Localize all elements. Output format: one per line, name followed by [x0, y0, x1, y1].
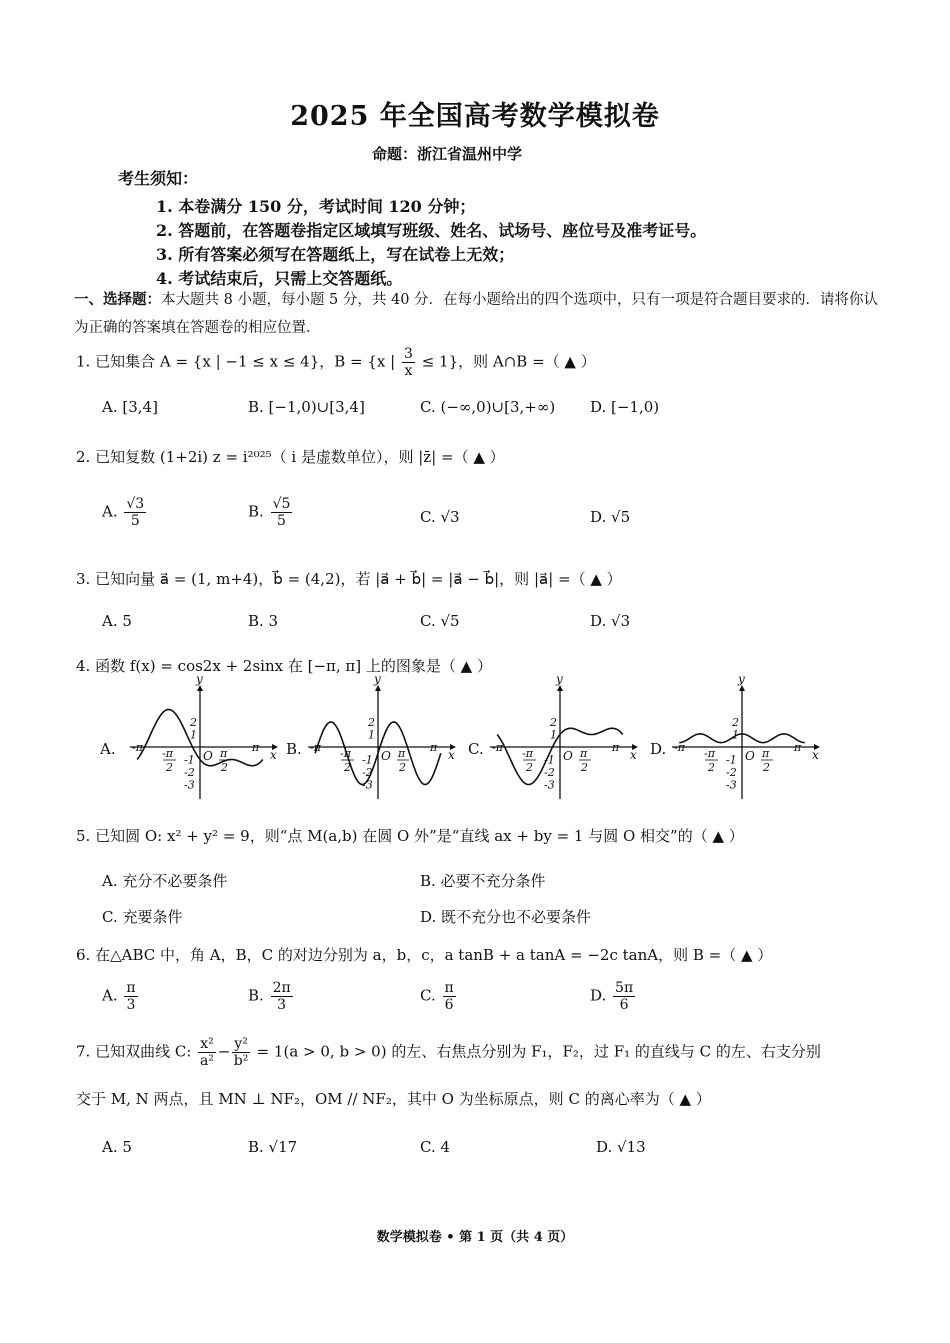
- q4-graph-a-neg-half-num: -π: [162, 747, 173, 760]
- q7-option-d: D. √13: [596, 1138, 646, 1156]
- q2-option-a: [102, 496, 148, 529]
- q2-a-frac: [124, 496, 146, 529]
- q4-graph-d-neg-half-num: -π: [704, 747, 715, 760]
- q5-option-d: D. 既不充分也不必要条件: [420, 908, 592, 926]
- q6-a-frac: [124, 980, 137, 1013]
- q6-stem: 在△ABC 中，角 A，B，C 的对边分别为 a，b，c，a tanB + a tanA = −2c tanA，则 B =（ ▲ ）: [95, 946, 773, 964]
- q4-graph-b-half-num: π: [398, 747, 406, 760]
- q4-graph-d-ytick-2: 2: [732, 716, 739, 729]
- notice-item-2: 2. 答题前，在答题卷指定区域填写班级、姓名、试场号、座位号及准考证号。: [156, 221, 707, 240]
- q4-graph-d-half-den: 2: [763, 761, 770, 774]
- q4-graph-b-ytick--1: -1: [362, 753, 373, 767]
- q1-frac-num: 3: [404, 346, 413, 362]
- q1-option-d: D. [−1,0): [590, 398, 660, 416]
- q4-graph-b-pi: π: [430, 741, 438, 754]
- q7-frac-2: [232, 1036, 250, 1069]
- q6-option-d: [590, 980, 637, 1013]
- q2-stem: 已知复数 (1+2i) z = i²⁰²⁵（ i 是虚数单位），则 |z̄| =（ ▲ ）: [95, 448, 505, 466]
- q2-number: 2.: [76, 448, 91, 466]
- q4-stem: 函数 f(x) = cos2x + 2sinx 在 [−π, π] 上的图象是（ ▲ ）: [95, 657, 492, 675]
- notice-item-1: 1. 本卷满分 150 分，考试时间 120 分钟；: [156, 197, 476, 216]
- q7-f2-den: b²: [233, 1053, 249, 1069]
- q3-option-d: D. √3: [590, 612, 631, 630]
- notice-item-3: 3. 所有答案必须写在答题纸上，写在试卷上无效；: [156, 245, 515, 264]
- q4-graph-c-ytick--2: -2: [544, 766, 555, 779]
- q4-graph-a-neg-pi: -π: [132, 741, 143, 754]
- q7-f2-num: y²: [234, 1036, 248, 1052]
- question-1: [76, 346, 596, 379]
- q4-graph-c-neg-half-num: -π: [522, 747, 533, 760]
- question-5: [76, 825, 744, 846]
- q4-graph-a-ytick--1: -1: [184, 753, 195, 767]
- q2-b-den: 5: [277, 513, 286, 529]
- q6-option-b: [248, 980, 295, 1013]
- q7-option-b: B. √17: [248, 1138, 298, 1156]
- q6-option-c: [420, 980, 458, 1013]
- page-title: 2025 年全国高考数学模拟卷: [290, 101, 660, 132]
- q4-graph-c-pi: π: [612, 741, 620, 754]
- q2-option-b: [248, 496, 294, 529]
- q2-b-label: B.: [248, 502, 264, 521]
- q6-d-num: 5π: [615, 980, 634, 996]
- page-footer: 数学模拟卷 • 第 1 页（共 4 页）: [376, 1230, 574, 1245]
- q7-f1-num: x²: [200, 1036, 214, 1052]
- q4-graph-a-ytick-1: 1: [190, 728, 197, 742]
- question-3: [76, 568, 622, 589]
- q4-graph-a-neg-half-den: 2: [166, 761, 173, 774]
- q6-c-frac: [443, 980, 456, 1013]
- q7-minus: −: [217, 1042, 231, 1061]
- q6-c-den: 6: [444, 997, 454, 1013]
- q6-a-label: A.: [102, 986, 118, 1005]
- q2-b-frac: [271, 496, 293, 529]
- q4-graph-c-x-label: x: [630, 748, 637, 762]
- q4-graph-c-half-den: 2: [581, 761, 588, 774]
- q4-graph-d-half-num: π: [762, 747, 770, 760]
- q4-graph-d-ytick--2: -2: [726, 766, 737, 779]
- q2-b-num: √5: [272, 496, 291, 512]
- q4-number: 4.: [76, 657, 91, 675]
- q4-graph-c-y-label: y: [556, 672, 563, 686]
- q4-graph-d-ytick--1: -1: [726, 753, 737, 767]
- q6-b-num: 2π: [272, 980, 291, 996]
- q4-label-a: A.: [100, 740, 116, 758]
- q1-option-c: C. (−∞,0)∪[3,+∞): [420, 398, 556, 416]
- q3-option-c: C. √5: [420, 612, 460, 630]
- q4-graph-b-neg-half-den: 2: [344, 761, 351, 774]
- q4-graph-d-ytick-1: 1: [732, 728, 739, 742]
- q2-a-label: A.: [102, 502, 118, 521]
- q6-a-den: 3: [126, 997, 136, 1013]
- q4-graph-a-pi: π: [252, 741, 260, 754]
- q7-stem-b: = 1(a > 0, b > 0) 的左、右焦点分别为 F₁，F₂，过 F₁ 的直线与 C 的左、右支分别: [256, 1042, 821, 1061]
- q4-graph-c-ytick--3: -3: [544, 778, 555, 792]
- q4-graph-b-y-label: y: [374, 672, 381, 686]
- q6-b-den: 3: [277, 997, 287, 1013]
- q4-graph-a-origin: O: [203, 749, 213, 763]
- notice-item-4: 4. 考试结束后，只需上交答题纸。: [156, 269, 403, 288]
- q4-graph-b-ytick-1: 1: [368, 728, 375, 742]
- q3-number: 3.: [76, 570, 91, 588]
- q4-graph-c-ytick-1: 1: [550, 728, 557, 742]
- question-6: [76, 944, 772, 965]
- q4-graph-a-y-label: y: [196, 672, 203, 686]
- q4-graphs: [0, 672, 950, 810]
- q3-option-b: B. 3: [248, 612, 279, 630]
- q4-graph-a-half-den: 2: [221, 761, 228, 774]
- section-text: 本大题共 8 小题，每小题 5 分，共 40 分．在每小题给出的四个选项中，只有一项是符合题目要求的．请将你认为正确的答案填在答题卷的相应位置．: [74, 292, 879, 336]
- q6-d-den: 6: [619, 997, 629, 1013]
- q1-stem-b: ≤ 1}，则 A∩B =（ ▲ ）: [421, 352, 596, 371]
- q7-stem-a: 已知双曲线 C:: [95, 1042, 192, 1061]
- question-4: [76, 655, 492, 676]
- q4-graph-c-neg-pi: -π: [492, 741, 503, 754]
- q4-graph-b-half-den: 2: [399, 761, 406, 774]
- question-2: [76, 446, 505, 467]
- q4-label-b: B.: [286, 740, 302, 758]
- notice-heading: 考生须知：: [118, 169, 199, 188]
- q4-graph-b-ytick--2: -2: [362, 766, 373, 779]
- q5-option-c: C. 充要条件: [102, 908, 183, 926]
- setter-line: 命题：浙江省温州中学: [372, 145, 523, 163]
- q2-option-d: D. √5: [590, 508, 631, 526]
- q4-graph-a-ytick-2: 2: [190, 716, 197, 729]
- q5-option-b: B. 必要不充分条件: [420, 872, 546, 890]
- q4-graph-c-half-num: π: [580, 747, 588, 760]
- q3-option-a: A. 5: [102, 612, 132, 630]
- q6-option-a: [102, 980, 140, 1013]
- q6-b-frac: [271, 980, 293, 1013]
- q2-option-c: C. √3: [420, 508, 460, 526]
- q1-frac-den: x: [404, 363, 413, 379]
- q3-stem: 已知向量 a⃗ = (1, m+4)，b⃗ = (4,2)，若 |a⃗ + b⃗| = |a⃗ − b⃗|，则 |a⃗| =（ ▲ ）: [95, 570, 622, 588]
- q4-graph-c-ytick-2: 2: [550, 716, 557, 729]
- q5-number: 5.: [76, 827, 91, 845]
- q4-graph-d-neg-half-den: 2: [708, 761, 715, 774]
- q4-graph-d-y-label: y: [738, 672, 745, 686]
- section-heading: 一、选择题：: [74, 291, 161, 308]
- q1-option-a: A. [3,4]: [102, 398, 158, 416]
- q4-graph-d-neg-pi: -π: [674, 741, 685, 754]
- q4-graph-b-x-label: x: [448, 748, 455, 762]
- q7-frac-1: [198, 1036, 216, 1069]
- q7-f1-den: a²: [199, 1053, 214, 1069]
- q4-graph-c-neg-half-den: 2: [526, 761, 533, 774]
- q4-graph-a-ytick--2: -2: [184, 766, 195, 779]
- q4-graph-a-x-label: x: [270, 748, 277, 762]
- q6-d-frac: [613, 980, 635, 1013]
- q7-line-2: 交于 M, N 两点，且 MN ⊥ NF₂，OM // NF₂，其中 O 为坐标原点，则 C 的离心率为（ ▲ ）: [76, 1090, 711, 1108]
- q7-option-c: C. 4: [420, 1138, 451, 1156]
- section-instructions: [74, 286, 884, 342]
- q4-graph-c-origin: O: [563, 749, 573, 763]
- q6-number: 6.: [76, 946, 91, 964]
- q5-option-a: A. 充分不必要条件: [102, 872, 228, 890]
- question-7: [76, 1036, 821, 1069]
- q7-number: 7.: [76, 1042, 91, 1061]
- q7-option-a: A. 5: [102, 1138, 132, 1156]
- q4-graph-d-ytick--3: -3: [726, 778, 737, 792]
- q1-stem-a: 已知集合 A = {x | −1 ≤ x ≤ 4}，B = {x |: [95, 352, 396, 371]
- q4-graph-b-origin: O: [381, 749, 391, 763]
- q4-graph-d-origin: O: [745, 749, 755, 763]
- q4-graph-d-x-label: x: [812, 748, 819, 762]
- q2-a-num: √3: [126, 496, 145, 512]
- q6-a-num: π: [126, 980, 136, 996]
- q5-stem: 已知圆 O: x² + y² = 9，则“点 M(a,b) 在圆 O 外”是“直线 ax + by = 1 与圆 O 相交”的（ ▲ ）: [95, 827, 744, 845]
- q6-b-label: B.: [248, 986, 264, 1005]
- q6-c-label: C.: [420, 986, 436, 1005]
- q4-graph-a-half-num: π: [220, 747, 228, 760]
- q2-a-den: 5: [130, 513, 140, 529]
- q4-graph-d-pi: π: [794, 741, 802, 754]
- q4-graph-b-neg-half-num: -π: [340, 747, 351, 760]
- q1-number: 1.: [76, 352, 91, 371]
- q4-label-c: C.: [468, 740, 484, 758]
- q4-graph-b-ytick--3: -3: [362, 778, 373, 792]
- q1-option-b: B. [−1,0)∪[3,4]: [248, 398, 365, 416]
- q4-label-d: D.: [650, 740, 667, 758]
- q4-graph-c-ytick--1: -1: [544, 753, 555, 767]
- q1-fraction: [402, 346, 415, 379]
- q4-graph-b-neg-pi: -π: [310, 741, 321, 754]
- q4-graph-b-ytick-2: 2: [368, 716, 375, 729]
- q6-c-num: π: [444, 980, 454, 996]
- q4-graph-a-ytick--3: -3: [184, 778, 195, 792]
- q6-d-label: D.: [590, 986, 607, 1005]
